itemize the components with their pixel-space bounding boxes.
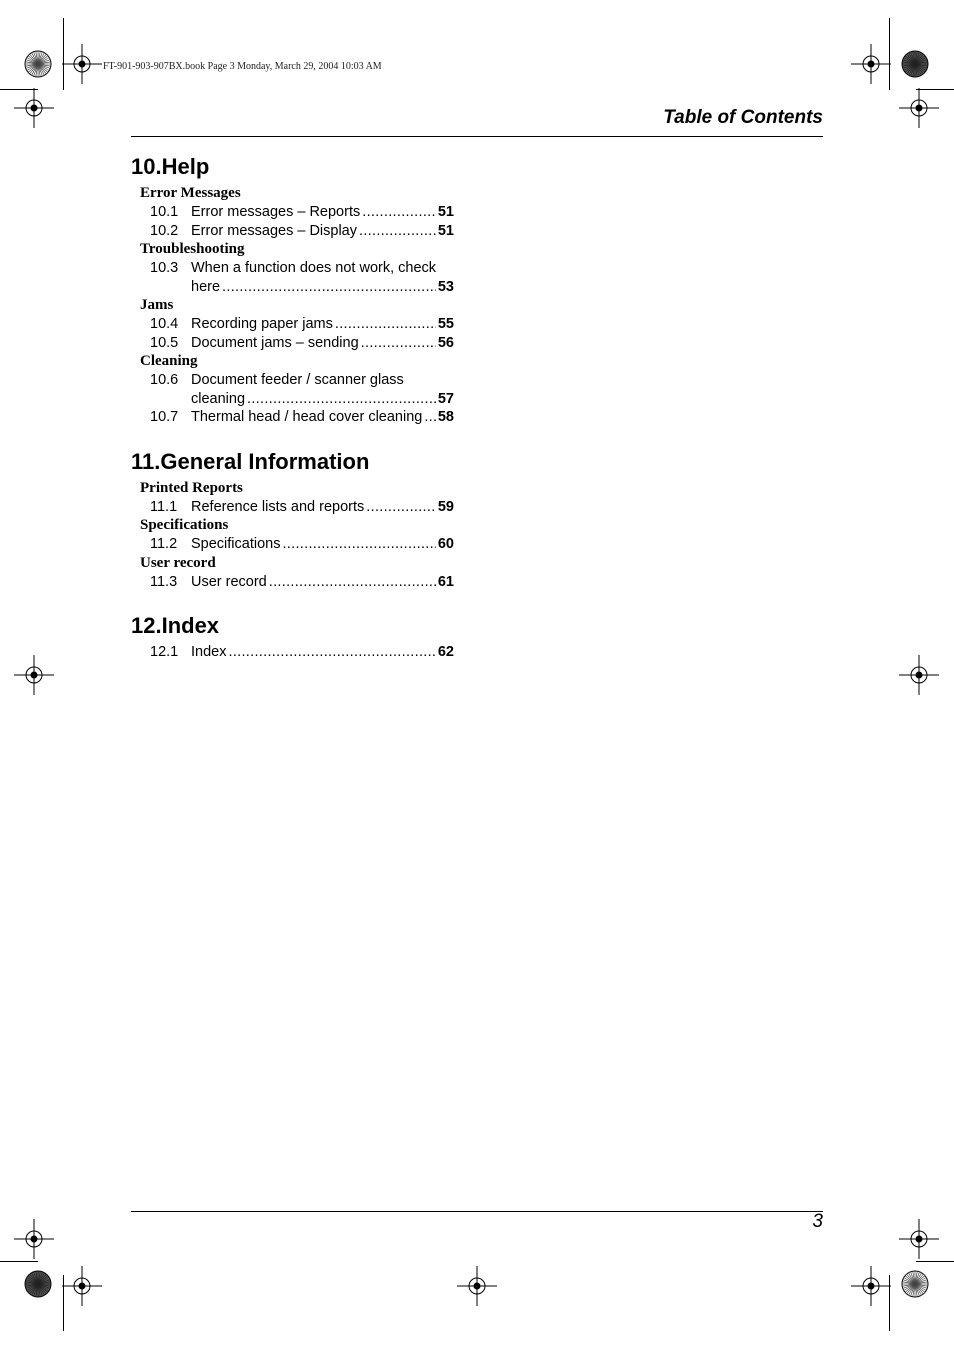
entry-title: Reference lists and reports (191, 498, 365, 515)
entry-number: 10.2 (150, 222, 179, 239)
registration-crosshair-icon (14, 88, 54, 128)
entry-page-number: 60 (437, 536, 454, 552)
dot-leader (366, 498, 436, 517)
toc-entry[interactable] (150, 203, 454, 222)
table-of-contents (131, 152, 461, 682)
color-target-icon (901, 1270, 929, 1298)
entry-number: 10.5 (150, 334, 179, 351)
toc-entry[interactable] (150, 259, 454, 296)
registration-crosshair-icon (62, 1266, 102, 1306)
entry-page-number: 51 (437, 204, 454, 220)
registration-crosshair-icon (62, 44, 102, 84)
entry-page-number: 55 (437, 316, 454, 332)
dot-leader (361, 334, 436, 353)
print-header: FT-901-903-907BX.book Page 3 Monday, March 29, 2004 10:03 AM (103, 61, 382, 72)
dot-leader (228, 643, 435, 662)
entry-page-number: 51 (437, 222, 454, 239)
toc-entry[interactable] (150, 498, 454, 517)
entry-title: Index (191, 644, 227, 660)
entry-number: 10.3 (150, 260, 179, 276)
registration-crosshair-icon (851, 1266, 891, 1306)
entry-number: 10.7 (150, 409, 179, 425)
toc-entry[interactable] (150, 315, 454, 334)
group-title: Specifications (140, 517, 229, 533)
entry-number: 10.4 (150, 316, 179, 332)
entry-page-number: 57 (437, 390, 454, 407)
toc-entry[interactable] (150, 408, 454, 427)
color-target-icon (901, 50, 929, 78)
entry-title: When a function does not work, check (191, 260, 437, 276)
footer-rule (131, 1211, 823, 1212)
entry-number: 10.1 (150, 204, 179, 220)
chapter-title: 11.General Information (131, 448, 370, 474)
entry-title: cleaning (191, 390, 246, 407)
registration-crosshair-icon (899, 88, 939, 128)
registration-crosshair-icon (14, 1219, 54, 1259)
color-target-icon (24, 50, 52, 78)
entry-number: 11.1 (150, 498, 178, 515)
chapter-title: 10.Help (131, 154, 210, 179)
toc-entry[interactable] (150, 334, 454, 353)
group-title: Troubleshooting (140, 241, 245, 257)
dot-leader (424, 408, 436, 427)
chapter-title: 12.Index (131, 613, 220, 638)
group-title: Error Messages (140, 185, 241, 201)
dot-leader (362, 203, 436, 222)
group-title: Cleaning (140, 353, 198, 369)
entry-page-number: 61 (437, 573, 454, 590)
entry-page-number: 53 (437, 278, 454, 295)
dot-leader (282, 535, 435, 554)
registration-crosshair-icon (899, 1219, 939, 1259)
chapter-section (131, 447, 461, 592)
entry-title: User record (191, 573, 267, 590)
entry-title: Document feeder / scanner glass (191, 372, 404, 388)
entry-title: Specifications (191, 536, 281, 552)
color-target-icon (24, 1270, 52, 1298)
toc-entry[interactable] (150, 222, 454, 241)
entry-title: here (191, 278, 221, 295)
chapter-section (131, 611, 461, 662)
entry-number: 10.6 (150, 372, 179, 388)
entry-number: 11.2 (150, 536, 178, 552)
dot-leader (269, 573, 436, 592)
toc-entry[interactable] (150, 371, 454, 408)
header-rule (131, 136, 823, 137)
crop-mark (0, 1261, 38, 1262)
crop-mark (916, 1261, 954, 1262)
dot-leader (247, 390, 436, 409)
toc-entry[interactable] (150, 535, 454, 554)
entry-title: Document jams – sending (191, 334, 359, 351)
registration-crosshair-icon (14, 655, 54, 695)
group-title: Jams (140, 297, 174, 313)
dot-leader (222, 278, 436, 297)
dot-leader (359, 222, 436, 241)
toc-entry[interactable] (150, 573, 454, 592)
entry-page-number: 62 (437, 644, 454, 660)
registration-crosshair-icon (457, 1266, 497, 1306)
registration-crosshair-icon (899, 655, 939, 695)
entry-title: Error messages – Reports (191, 204, 361, 220)
entry-number: 12.1 (150, 644, 179, 660)
chapter-section (131, 152, 461, 427)
entry-page-number: 56 (437, 334, 454, 351)
dot-leader (335, 315, 436, 334)
group-title: User record (140, 554, 216, 571)
group-title: Printed Reports (140, 479, 243, 496)
entry-title: Recording paper jams (191, 316, 333, 332)
entry-page-number: 58 (437, 409, 454, 425)
entry-title: Thermal head / head cover cleaning (191, 409, 423, 425)
toc-entry[interactable] (150, 643, 454, 662)
entry-page-number: 59 (437, 498, 454, 515)
registration-crosshair-icon (851, 44, 891, 84)
entry-number: 11.3 (150, 573, 178, 590)
entry-title: Error messages – Display (191, 222, 357, 239)
running-title: Table of Contents (663, 107, 823, 128)
page-number: 3 (812, 1211, 823, 1232)
